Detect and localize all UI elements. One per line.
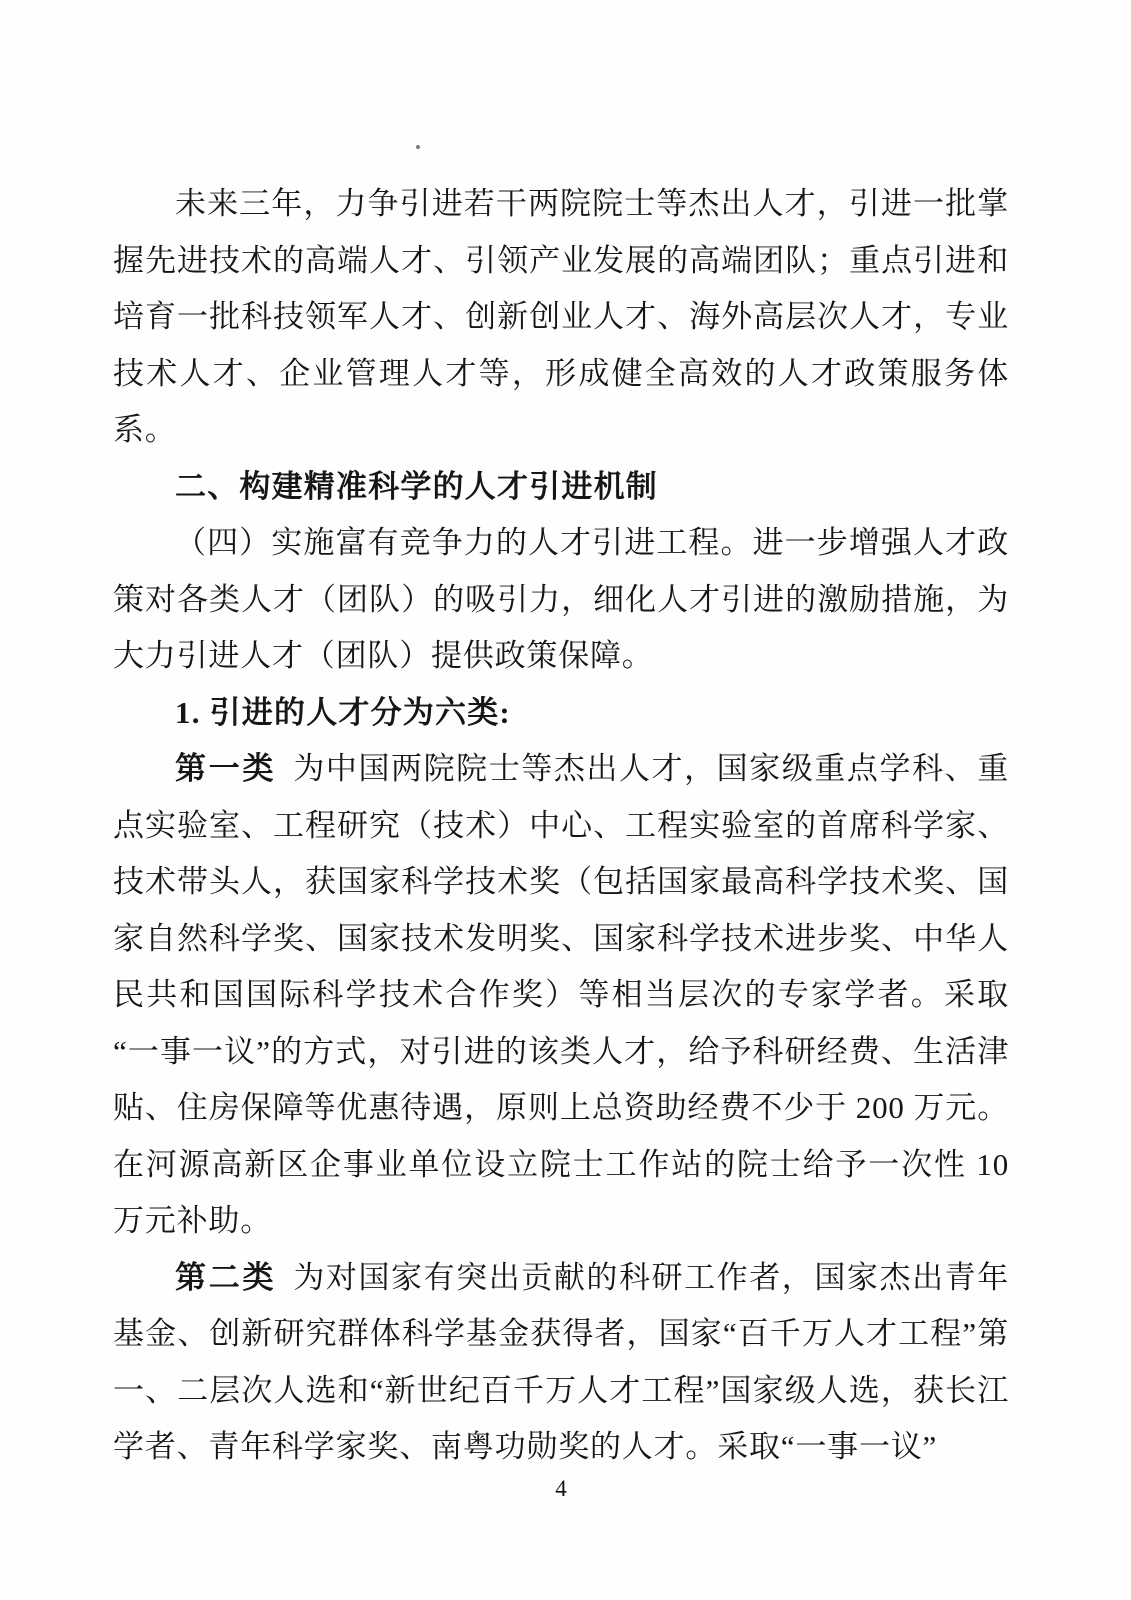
page-number: 4	[555, 1476, 567, 1501]
paragraph: 第二类 为对国家有突出贡献的科研工作者，国家杰出青年基金、创新研究群体科学基金获得者，国家“百千万人才工程”第一、二层次人选和“新世纪百千万人才工程”国家级人选，获长江学者、青年科学家奖、南粤功勋奖的人才。采取“一事一议”	[113, 1259, 1009, 1464]
paragraph: 未来三年，力争引进若干两院院士等杰出人才，引进一批掌握先进技术的高端人才、引领产业发展的高端团队；重点引进和培育一批科技领军人才、创新创业人才、海外高层次人才，专业技术人才、企业管理人才等，形成健全高效的人才政策服务体系。	[113, 186, 1009, 447]
paragraph: （四）实施富有竞争力的人才引进工程。进一步增强人才政策对各类人才（团队）的吸引力，细化人才引进的激励措施，为大力引进人才（团队）提供政策保障。	[113, 525, 1009, 673]
paragraph-lead: 第二类	[175, 1259, 277, 1295]
section-heading: 1. 引进的人才分为六类:	[175, 694, 511, 730]
paragraph-lead: 第一类	[175, 751, 277, 786]
section-heading: 二、构建精准科学的人才引进机制	[175, 468, 658, 504]
document-body	[113, 176, 1009, 1476]
paragraph: 第一类 为中国两院院士等杰出人才，国家级重点学科、重点实验室、工程研究（技术）中心、工程实验室的首席科学家、技术带头人，获国家科学技术奖（包括国家最高科学技术奖、国家自然科学奖、国家技术发明奖、国家科学技术进步奖、中华人民共和国国际科学技术合作奖）等相当层次的专家学者。采取“一事一议”的方式，对引进的该类人才，给予科研经费、生活津贴、住房保障等优惠待遇，原则上总资助经费不少于 200 万元。在河源高新区企事业单位设立院士工作站的院士给予一次性 10 万元补助。	[113, 751, 1009, 1238]
scan-speck	[416, 145, 420, 149]
